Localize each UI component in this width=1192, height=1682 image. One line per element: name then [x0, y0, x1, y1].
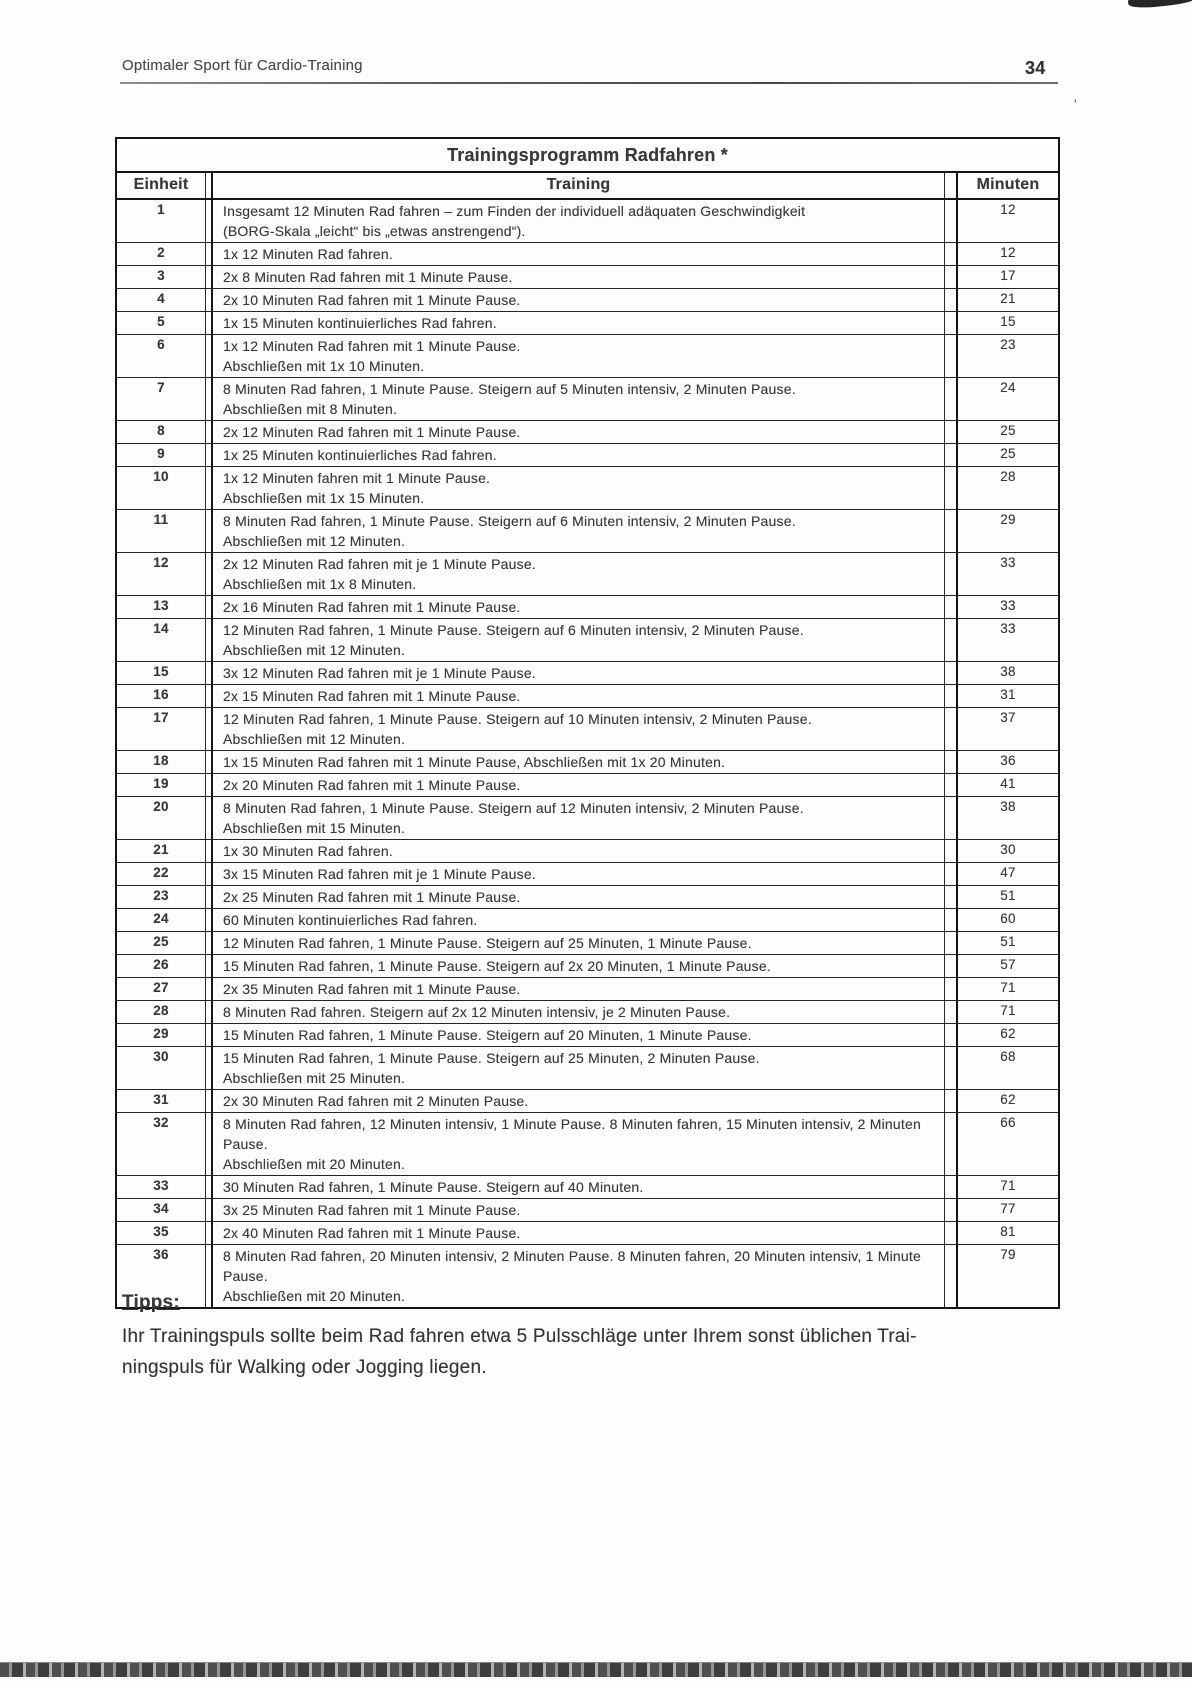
- table-row: [117, 334, 1058, 377]
- training-table: [115, 137, 1060, 1309]
- column-divider: [205, 955, 213, 977]
- training-cell: 8 Minuten Rad fahren, 1 Minute Pause. Steigern auf 6 Minuten intensiv, 2 Minuten Pause. Abschließen mit 12 Minuten.: [223, 513, 796, 549]
- column-divider: [944, 1047, 958, 1089]
- einheit-cell: 10: [153, 469, 169, 484]
- table-row: [117, 1000, 1058, 1023]
- column-divider: [205, 840, 213, 862]
- einheit-cell: 20: [153, 799, 169, 814]
- training-cell: 2x 16 Minuten Rad fahren mit 1 Minute Pause.: [223, 599, 521, 615]
- column-divider: [944, 774, 958, 796]
- table-row: [117, 1198, 1058, 1221]
- einheit-cell: 22: [153, 865, 169, 880]
- minuten-cell: 33: [1000, 555, 1016, 570]
- einheit-cell: 26: [153, 957, 169, 972]
- column-divider: [944, 797, 958, 839]
- einheit-cell: 8: [157, 423, 165, 438]
- column-divider: [205, 619, 213, 661]
- training-cell: 1x 30 Minuten Rad fahren.: [223, 843, 393, 859]
- training-cell: 8 Minuten Rad fahren, 20 Minuten intensiv, 2 Minuten Pause. 8 Minuten fahren, 20 Minuten intensiv, 1 Minute Pause. Abschließen mit 20 Minuten.: [223, 1248, 921, 1304]
- training-cell: 2x 8 Minuten Rad fahren mit 1 Minute Pause.: [223, 269, 513, 285]
- minuten-cell: 15: [1000, 314, 1016, 329]
- minuten-cell: 41: [1000, 776, 1016, 791]
- column-divider: [205, 886, 213, 908]
- training-cell: 12 Minuten Rad fahren, 1 Minute Pause. Steigern auf 25 Minuten, 1 Minute Pause.: [223, 935, 752, 951]
- column-divider: [944, 467, 958, 509]
- table-header-row: [117, 173, 1058, 200]
- table-row: [117, 885, 1058, 908]
- column-divider: [944, 173, 958, 198]
- table-row: [117, 1046, 1058, 1089]
- column-divider: [205, 243, 213, 265]
- training-cell: 8 Minuten Rad fahren. Steigern auf 2x 12 Minuten intensiv, je 2 Minuten Pause.: [223, 1004, 731, 1020]
- training-cell: 15 Minuten Rad fahren, 1 Minute Pause. Steigern auf 25 Minuten, 2 Minuten Pause. Abschließen mit 25 Minuten.: [223, 1050, 760, 1086]
- column-divider: [944, 243, 958, 265]
- einheit-cell: 13: [153, 598, 169, 613]
- tips-body: Ihr Trainingspuls sollte beim Rad fahren etwa 5 Pulsschläge unter Ihrem sonst üblichen Trai- ningspuls für Walking oder Jogging liegen.: [122, 1326, 917, 1378]
- training-cell: 30 Minuten Rad fahren, 1 Minute Pause. Steigern auf 40 Minuten.: [223, 1179, 644, 1195]
- einheit-cell: 28: [153, 1003, 169, 1018]
- minuten-cell: 79: [1000, 1247, 1016, 1262]
- minuten-cell: 66: [1000, 1115, 1016, 1130]
- column-divider: [944, 978, 958, 1000]
- training-cell: 2x 10 Minuten Rad fahren mit 1 Minute Pause.: [223, 292, 521, 308]
- column-divider: [205, 467, 213, 509]
- column-divider: [944, 1176, 958, 1198]
- training-cell: 1x 12 Minuten fahren mit 1 Minute Pause. Abschließen mit 1x 15 Minuten.: [223, 470, 491, 506]
- training-cell: 3x 15 Minuten Rad fahren mit je 1 Minute Pause.: [223, 866, 536, 882]
- column-divider: [944, 751, 958, 773]
- column-divider: [944, 378, 958, 420]
- column-divider: [205, 909, 213, 931]
- column-divider: [205, 1024, 213, 1046]
- column-divider: [944, 955, 958, 977]
- minuten-cell: 31: [1000, 687, 1016, 702]
- table-row: [117, 420, 1058, 443]
- column-divider: [944, 553, 958, 595]
- column-divider: [944, 289, 958, 311]
- column-divider: [944, 909, 958, 931]
- column-divider: [205, 553, 213, 595]
- column-divider: [205, 596, 213, 618]
- minuten-cell: 30: [1000, 842, 1016, 857]
- column-divider: [205, 510, 213, 552]
- training-cell: 3x 25 Minuten Rad fahren mit 1 Minute Pause.: [223, 1202, 521, 1218]
- table-row: [117, 242, 1058, 265]
- column-divider: [944, 596, 958, 618]
- einheit-cell: 17: [153, 710, 169, 725]
- einheit-cell: 24: [153, 911, 169, 926]
- minuten-cell: 17: [1000, 268, 1016, 283]
- training-cell: 3x 12 Minuten Rad fahren mit je 1 Minute Pause.: [223, 665, 536, 681]
- training-cell: 8 Minuten Rad fahren, 1 Minute Pause. Steigern auf 5 Minuten intensiv, 2 Minuten Pause. Abschließen mit 8 Minuten.: [223, 381, 796, 417]
- table-row: [117, 443, 1058, 466]
- scan-corner-artifact: [1127, 0, 1192, 10]
- column-divider: [944, 863, 958, 885]
- einheit-cell: 21: [153, 842, 169, 857]
- minuten-cell: 81: [1000, 1224, 1016, 1239]
- minuten-cell: 51: [1000, 888, 1016, 903]
- einheit-cell: 23: [153, 888, 169, 903]
- einheit-cell: 2: [157, 245, 165, 260]
- column-divider: [944, 708, 958, 750]
- einheit-cell: 16: [153, 687, 169, 702]
- table-row: [117, 466, 1058, 509]
- table-row: [117, 1089, 1058, 1112]
- tips-heading: Tipps:: [122, 1292, 180, 1313]
- training-cell: 12 Minuten Rad fahren, 1 Minute Pause. Steigern auf 6 Minuten intensiv, 2 Minuten Pause. Abschließen mit 12 Minuten.: [223, 622, 804, 658]
- column-divider: [205, 1047, 213, 1089]
- column-divider: [205, 1113, 213, 1175]
- einheit-cell: 1: [157, 202, 165, 217]
- minuten-cell: 38: [1000, 664, 1016, 679]
- column-divider: [944, 685, 958, 707]
- training-cell: 12 Minuten Rad fahren, 1 Minute Pause. Steigern auf 10 Minuten intensiv, 2 Minuten Pause. Abschließen mit 12 Minuten.: [223, 711, 812, 747]
- minuten-cell: 51: [1000, 934, 1016, 949]
- column-divider: [944, 312, 958, 334]
- einheit-cell: 9: [157, 446, 165, 461]
- page-number: 34: [1025, 58, 1046, 78]
- minuten-cell: 25: [1000, 446, 1016, 461]
- column-divider: [944, 932, 958, 954]
- table-row: [117, 839, 1058, 862]
- minuten-cell: 62: [1000, 1092, 1016, 1107]
- column-divider: [944, 619, 958, 661]
- training-cell: Insgesamt 12 Minuten Rad fahren – zum Finden der individuell adäquaten Geschwindigkeit (BORG-Skala „leicht“ bis „etwas anstrengend“).: [223, 203, 806, 239]
- table-row: [117, 931, 1058, 954]
- minuten-cell: 25: [1000, 423, 1016, 438]
- column-divider: [205, 1222, 213, 1244]
- einheit-cell: 30: [153, 1049, 169, 1064]
- training-cell: 2x 15 Minuten Rad fahren mit 1 Minute Pause.: [223, 688, 521, 704]
- einheit-cell: 6: [157, 337, 165, 352]
- column-divider: [944, 662, 958, 684]
- column-divider: [205, 932, 213, 954]
- table-row: [117, 288, 1058, 311]
- column-divider: [205, 774, 213, 796]
- column-divider: [205, 312, 213, 334]
- minuten-cell: 68: [1000, 1049, 1016, 1064]
- column-divider: [205, 266, 213, 288]
- einheit-cell: 3: [157, 268, 165, 283]
- column-divider: [205, 1199, 213, 1221]
- table-row: [117, 377, 1058, 420]
- table-row: [117, 750, 1058, 773]
- column-divider: [944, 421, 958, 443]
- column-divider: [205, 1001, 213, 1023]
- table-row: [117, 509, 1058, 552]
- training-cell: 2x 40 Minuten Rad fahren mit 1 Minute Pause.: [223, 1225, 521, 1241]
- table-row: [117, 862, 1058, 885]
- einheit-cell: 5: [157, 314, 165, 329]
- table-row: [117, 1175, 1058, 1198]
- tips-section: [122, 1292, 1082, 1383]
- table-row: [117, 552, 1058, 595]
- column-divider: [944, 1113, 958, 1175]
- column-divider: [205, 863, 213, 885]
- training-cell: 15 Minuten Rad fahren, 1 Minute Pause. Steigern auf 2x 20 Minuten, 1 Minute Pause.: [223, 958, 771, 974]
- training-cell: 15 Minuten Rad fahren, 1 Minute Pause. Steigern auf 20 Minuten, 1 Minute Pause.: [223, 1027, 752, 1043]
- einheit-cell: 12: [153, 555, 169, 570]
- column-divider: [205, 444, 213, 466]
- column-divider: [205, 797, 213, 839]
- table-row: [117, 908, 1058, 931]
- einheit-cell: 14: [153, 621, 169, 636]
- column-divider: [944, 444, 958, 466]
- minuten-cell: 21: [1000, 291, 1016, 306]
- table-row: [117, 1221, 1058, 1244]
- table-row: [117, 311, 1058, 334]
- minuten-cell: 23: [1000, 337, 1016, 352]
- einheit-cell: 15: [153, 664, 169, 679]
- table-row: [117, 1023, 1058, 1046]
- column-divider: [205, 378, 213, 420]
- minuten-cell: 77: [1000, 1201, 1016, 1216]
- einheit-cell: 29: [153, 1026, 169, 1041]
- minuten-cell: 36: [1000, 753, 1016, 768]
- column-divider: [205, 200, 213, 242]
- table-row: [117, 661, 1058, 684]
- training-cell: 1x 25 Minuten kontinuierliches Rad fahren.: [223, 447, 497, 463]
- column-divider: [205, 1176, 213, 1198]
- einheit-cell: 32: [153, 1115, 169, 1130]
- column-divider: [205, 978, 213, 1000]
- minuten-cell: 12: [1000, 202, 1016, 217]
- column-divider: [944, 1199, 958, 1221]
- column-divider: [205, 335, 213, 377]
- stray-mark: ': [1074, 96, 1077, 112]
- einheit-cell: 19: [153, 776, 169, 791]
- column-divider: [205, 289, 213, 311]
- training-cell: 8 Minuten Rad fahren, 1 Minute Pause. Steigern auf 12 Minuten intensiv, 2 Minuten Pause. Abschließen mit 15 Minuten.: [223, 800, 804, 836]
- einheit-cell: 7: [157, 380, 165, 395]
- minuten-cell: 71: [1000, 1178, 1016, 1193]
- column-divider: [944, 266, 958, 288]
- einheit-cell: 31: [153, 1092, 169, 1107]
- column-header-minuten: Minuten: [976, 176, 1040, 193]
- table-row: [117, 265, 1058, 288]
- einheit-cell: 33: [153, 1178, 169, 1193]
- minuten-cell: 47: [1000, 865, 1016, 880]
- column-divider: [205, 708, 213, 750]
- column-divider: [205, 1090, 213, 1112]
- column-divider: [944, 335, 958, 377]
- minuten-cell: 33: [1000, 598, 1016, 613]
- column-divider: [205, 662, 213, 684]
- einheit-cell: 25: [153, 934, 169, 949]
- minuten-cell: 71: [1000, 1003, 1016, 1018]
- minuten-cell: 71: [1000, 980, 1016, 995]
- training-cell: 1x 12 Minuten Rad fahren mit 1 Minute Pause. Abschließen mit 1x 10 Minuten.: [223, 338, 521, 374]
- column-divider: [205, 685, 213, 707]
- table-row: [117, 773, 1058, 796]
- minuten-cell: 60: [1000, 911, 1016, 926]
- minuten-cell: 37: [1000, 710, 1016, 725]
- column-divider: [944, 840, 958, 862]
- minuten-cell: 62: [1000, 1026, 1016, 1041]
- einheit-cell: 34: [153, 1201, 169, 1216]
- column-header-training: Training: [546, 176, 611, 193]
- column-divider: [944, 1001, 958, 1023]
- training-cell: 2x 35 Minuten Rad fahren mit 1 Minute Pause.: [223, 981, 521, 997]
- table-title: Trainingsprogramm Radfahren *: [117, 139, 1058, 173]
- header-rule: [120, 82, 1058, 84]
- column-divider: [205, 173, 213, 198]
- column-header-einheit: Einheit: [133, 176, 189, 193]
- minuten-cell: 33: [1000, 621, 1016, 636]
- column-divider: [944, 200, 958, 242]
- training-cell: 2x 12 Minuten Rad fahren mit 1 Minute Pause.: [223, 424, 521, 440]
- table-row: [117, 595, 1058, 618]
- column-divider: [944, 1024, 958, 1046]
- minuten-cell: 12: [1000, 245, 1016, 260]
- minuten-cell: 24: [1000, 380, 1016, 395]
- einheit-cell: 11: [153, 512, 169, 527]
- page-header-title: Optimaler Sport für Cardio-Training: [122, 57, 363, 74]
- training-cell: 1x 15 Minuten kontinuierliches Rad fahren.: [223, 315, 497, 331]
- column-divider: [944, 1222, 958, 1244]
- table-row: [117, 977, 1058, 1000]
- training-cell: 2x 12 Minuten Rad fahren mit je 1 Minute Pause. Abschließen mit 1x 8 Minuten.: [223, 556, 536, 592]
- table-row: [117, 954, 1058, 977]
- column-divider: [205, 751, 213, 773]
- einheit-cell: 4: [157, 291, 165, 306]
- table-row: [117, 1112, 1058, 1175]
- training-cell: 2x 20 Minuten Rad fahren mit 1 Minute Pause.: [223, 777, 521, 793]
- column-divider: [944, 1090, 958, 1112]
- training-cell: 1x 12 Minuten Rad fahren.: [223, 246, 393, 262]
- minuten-cell: 38: [1000, 799, 1016, 814]
- column-divider: [944, 886, 958, 908]
- einheit-cell: 35: [153, 1224, 169, 1239]
- training-cell: 1x 15 Minuten Rad fahren mit 1 Minute Pause, Abschließen mit 1x 20 Minuten.: [223, 754, 726, 770]
- training-cell: 2x 30 Minuten Rad fahren mit 2 Minuten Pause.: [223, 1093, 529, 1109]
- table-row: [117, 707, 1058, 750]
- minuten-cell: 29: [1000, 512, 1016, 527]
- einheit-cell: 18: [153, 753, 169, 768]
- table-row: [117, 684, 1058, 707]
- training-cell: 60 Minuten kontinuierliches Rad fahren.: [223, 912, 478, 928]
- table-row: [117, 618, 1058, 661]
- scan-bottom-band: [0, 1662, 1192, 1677]
- training-cell: 2x 25 Minuten Rad fahren mit 1 Minute Pause.: [223, 889, 521, 905]
- einheit-cell: 36: [153, 1247, 169, 1262]
- table-body: [117, 200, 1058, 1307]
- column-divider: [944, 510, 958, 552]
- column-divider: [205, 421, 213, 443]
- einheit-cell: 27: [153, 980, 169, 995]
- minuten-cell: 57: [1000, 957, 1016, 972]
- training-cell: 8 Minuten Rad fahren, 12 Minuten intensiv, 1 Minute Pause. 8 Minuten fahren, 15 Minuten intensiv, 2 Minuten Pause. Abschließen mit 20 Minuten.: [223, 1116, 921, 1172]
- minuten-cell: 28: [1000, 469, 1016, 484]
- table-row: [117, 796, 1058, 839]
- table-row: [117, 200, 1058, 242]
